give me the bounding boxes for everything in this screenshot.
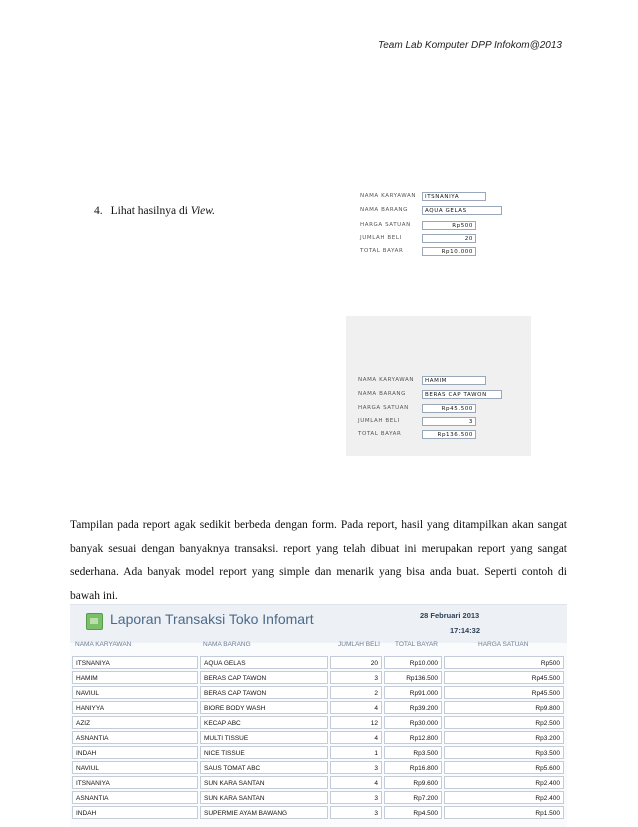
cell-unit-price: Rp5.600	[444, 761, 564, 774]
column-header: NAMA BARANG	[203, 641, 251, 648]
table-row	[70, 730, 567, 746]
cell-item: BERAS CAP TAWON	[200, 686, 328, 699]
report-date: 28 Februari 2013	[420, 611, 480, 620]
table-row	[70, 715, 567, 731]
field-value: Rp10.000	[422, 247, 476, 256]
cell-total: Rp12.800	[384, 731, 442, 744]
table-row	[70, 700, 567, 716]
report-header	[70, 605, 567, 643]
field-value: HAMIM	[422, 376, 486, 385]
field-value: ITSNANIYA	[422, 192, 486, 201]
cell-item: SUN KARA SANTAN	[200, 776, 328, 789]
paragraph-line: Tampilan pada report agak sedikit berbeda dengan form. Pada report, hasil yang ditampilkan akan sangat	[70, 519, 567, 531]
field-label: JUMLAH BELI	[360, 235, 402, 241]
cell-unit-price: Rp2.500	[444, 716, 564, 729]
report-preview	[70, 604, 567, 827]
table-row	[70, 790, 567, 806]
cell-total: Rp7.200	[384, 791, 442, 804]
cell-employee: INDAH	[72, 746, 198, 759]
field-label: NAMA KARYAWAN	[358, 377, 415, 383]
cell-item: SUPERMIE AYAM BAWANG	[200, 806, 328, 819]
cell-total: Rp3.500	[384, 746, 442, 759]
cell-employee: ITSNANIYA	[72, 776, 198, 789]
form-capture-2	[346, 316, 531, 456]
field-label: JUMLAH BELI	[358, 418, 400, 424]
step-emphasis: View.	[190, 205, 215, 217]
cell-item: SAUS TOMAT ABC	[200, 761, 328, 774]
field-label: NAMA BARANG	[360, 207, 409, 213]
table-row	[70, 685, 567, 701]
cell-unit-price: Rp500	[444, 656, 564, 669]
field-value: 3	[422, 417, 476, 426]
cell-unit-price: Rp3.200	[444, 731, 564, 744]
cell-total: Rp136.500	[384, 671, 442, 684]
table-row	[70, 775, 567, 791]
cell-unit-price: Rp1.500	[444, 806, 564, 819]
cell-employee: INDAH	[72, 806, 198, 819]
cell-item: BIORE BODY WASH	[200, 701, 328, 714]
cell-employee: AZIZ	[72, 716, 198, 729]
cell-item: AQUA GELAS	[200, 656, 328, 669]
table-row	[70, 760, 567, 776]
cell-total: Rp4.500	[384, 806, 442, 819]
table-row	[70, 745, 567, 761]
cell-item: NICE TISSUE	[200, 746, 328, 759]
paragraph-line: sederhana. Ada banyak model report yang simple dan menarik yang bisa anda buat. Seperti contoh di	[70, 566, 567, 578]
column-header: NAMA KARYAWAN	[75, 641, 132, 648]
column-header: JUMLAH BELI	[338, 641, 380, 648]
cell-unit-price: Rp45.500	[444, 671, 564, 684]
cell-total: Rp91.000	[384, 686, 442, 699]
field-value: Rp45.500	[422, 404, 476, 413]
field-label: TOTAL BAYAR	[358, 431, 402, 437]
cell-quantity: 1	[330, 746, 382, 759]
column-header: HARGA SATUAN	[478, 641, 529, 648]
cell-quantity: 4	[330, 776, 382, 789]
cell-total: Rp9.600	[384, 776, 442, 789]
cell-employee: ASNANTIA	[72, 731, 198, 744]
body-paragraph	[70, 514, 567, 608]
report-title: Laporan Transaksi Toko Infomart	[110, 611, 314, 627]
field-label: HARGA SATUAN	[358, 405, 409, 411]
cell-employee: NAVIUL	[72, 686, 198, 699]
cell-total: Rp39.200	[384, 701, 442, 714]
field-value: AQUA GELAS	[422, 206, 502, 215]
field-value: 20	[422, 234, 476, 243]
cell-quantity: 4	[330, 701, 382, 714]
cell-quantity: 3	[330, 761, 382, 774]
table-row	[70, 805, 567, 821]
paragraph-line: banyak sesuai dengan banyaknya transaksi. report yang telah dibuat ini merupakan report yang sangat	[70, 542, 567, 555]
cell-unit-price: Rp2.400	[444, 776, 564, 789]
cell-employee: HAMIM	[72, 671, 198, 684]
cell-item: BERAS CAP TAWON	[200, 671, 328, 684]
page-header: Team Lab Komputer DPP Infokom@2013	[378, 40, 562, 51]
cell-employee: ASNANTIA	[72, 791, 198, 804]
column-header: TOTAL BAYAR	[395, 641, 438, 648]
cell-total: Rp30.000	[384, 716, 442, 729]
cell-quantity: 12	[330, 716, 382, 729]
field-label: HARGA SATUAN	[360, 222, 411, 228]
report-time: 17:14:32	[450, 626, 481, 635]
field-value: BERAS CAP TAWON	[422, 390, 502, 399]
cell-item: SUN KARA SANTAN	[200, 791, 328, 804]
field-label: TOTAL BAYAR	[360, 248, 404, 254]
cell-quantity: 3	[330, 671, 382, 684]
cell-total: Rp10.000	[384, 656, 442, 669]
paragraph-line: bawah ini.	[70, 589, 118, 602]
cell-quantity: 2	[330, 686, 382, 699]
cell-quantity: 3	[330, 806, 382, 819]
cell-quantity: 20	[330, 656, 382, 669]
cell-unit-price: Rp9.800	[444, 701, 564, 714]
table-row	[70, 670, 567, 686]
step-4	[94, 205, 215, 217]
cell-unit-price: Rp2.400	[444, 791, 564, 804]
field-value: Rp136.500	[422, 430, 476, 439]
cell-employee: HANIYYA	[72, 701, 198, 714]
step-number: 4.	[94, 205, 103, 217]
cell-unit-price: Rp45.500	[444, 686, 564, 699]
form-capture-1	[348, 186, 528, 266]
field-value: Rp500	[422, 221, 476, 230]
table-row	[70, 655, 567, 671]
field-label: NAMA KARYAWAN	[360, 193, 417, 199]
cell-quantity: 3	[330, 791, 382, 804]
report-icon	[86, 613, 103, 630]
step-text: Lihat hasilnya di	[110, 205, 191, 217]
cell-employee: NAVIUL	[72, 761, 198, 774]
cell-total: Rp16.800	[384, 761, 442, 774]
cell-quantity: 4	[330, 731, 382, 744]
field-label: NAMA BARANG	[358, 391, 407, 397]
cell-unit-price: Rp3.500	[444, 746, 564, 759]
cell-employee: ITSNANIYA	[72, 656, 198, 669]
cell-item: KECAP ABC	[200, 716, 328, 729]
cell-item: MULTI TISSUE	[200, 731, 328, 744]
